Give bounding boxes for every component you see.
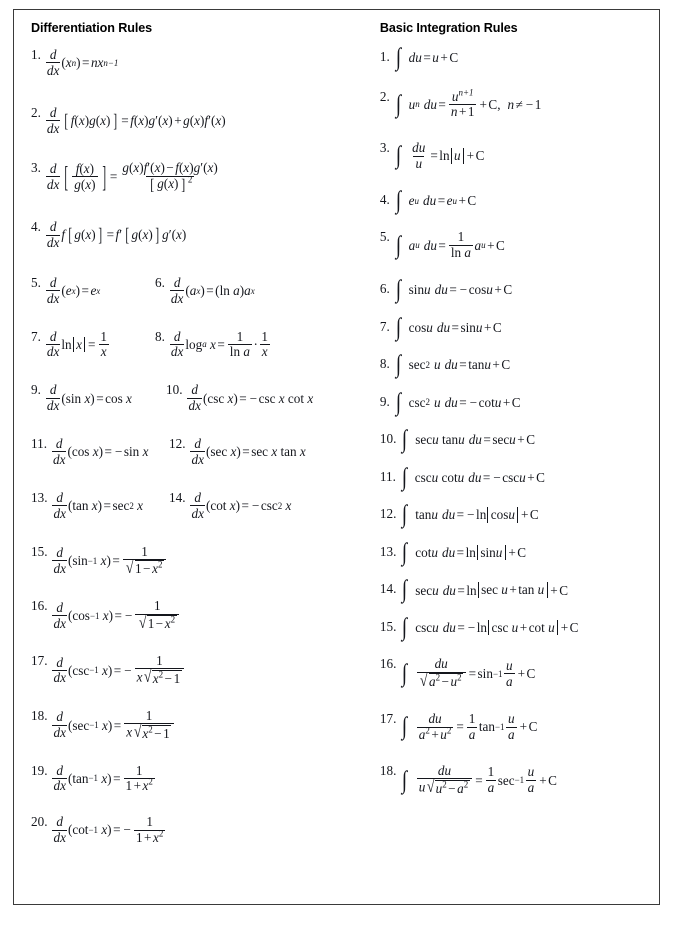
rule-d1 [31, 48, 371, 78]
rule-formula: ∫ $\frac{du}{u}$ = ln u + C [395, 140, 485, 172]
d-dx-operator: d dx [46, 274, 60, 306]
rule-formula: ∫ du u √ $u^2 - a^2$ = $\frac{1}{a}$ sec −1 $\frac{u}{a}$ + C [402, 762, 557, 797]
radical: √ $x^2 - 1$ [143, 667, 181, 687]
rule-i18 [380, 764, 659, 797]
rule-formula: d dx ( a x ) = ( ln a ) a x [170, 274, 255, 306]
integral-icon: ∫ [402, 660, 408, 688]
differentiation-rules-list [31, 48, 371, 845]
d-dx-operator: d dx [53, 489, 66, 521]
d-dx-operator: d dx [53, 762, 66, 794]
d-dx-operator: d dx [53, 814, 66, 846]
integral-icon: ∫ [395, 276, 401, 304]
rule-i8 [379, 351, 659, 379]
integral-icon: ∫ [395, 351, 401, 379]
rule-formula: ∫ u n du = $\frac{u^{n+1}}{n + 1}$ + C , n ≠ − 1 [395, 87, 542, 120]
rule-formula: ∫ $\frac{du}{a^2 + u^2}$ = $\frac{1}{a}$ tan −1 $\frac{u}{a}$ + C [402, 711, 538, 743]
radical: √ $x^2 - 1$ [133, 722, 170, 742]
rule-formula: ∫ cot u du = ln sinu + C [402, 538, 527, 566]
rule-number: 3. [31, 160, 41, 176]
integration-column [371, 21, 659, 904]
d-dx-operator: d dx [46, 328, 60, 360]
rule-number: 9. [31, 382, 41, 398]
rule-formula: ∫ csc 2 u du = − cot u + C [395, 388, 521, 416]
rule-number: 10. [379, 431, 397, 447]
integral-icon: ∫ [395, 44, 401, 71]
rule-formula: d dx ( cos x ) = − sin x [53, 436, 149, 467]
integral-icon: ∫ [402, 613, 408, 641]
integral-icon: ∫ [402, 766, 408, 794]
rule-formula: ∫ sec 2 u du = tan u + C [395, 351, 511, 379]
rule-d12 [169, 437, 306, 467]
rule-formula: ∫ sec u tan u du = sec u + C [402, 426, 535, 454]
d-dx-operator: d dx [53, 436, 66, 467]
rule-number: 13. [31, 489, 48, 505]
rule-formula: ∫ tan u du = − ln cosu + C [402, 501, 539, 529]
integral-icon: ∫ [395, 231, 401, 259]
rule-number: 4. [31, 219, 41, 235]
rule-number: 9. [379, 393, 390, 409]
d-dx-operator: d dx [53, 654, 66, 686]
rule-i10 [379, 426, 659, 454]
rule-number: 12. [169, 436, 186, 452]
rule-formula: ∫ cos u du = sin u + C [395, 313, 502, 341]
rule-number: 5. [379, 229, 390, 245]
rule-number: 14. [379, 581, 397, 597]
rule-i2 [379, 87, 659, 120]
rule-i13 [379, 538, 659, 566]
two-column-layout [14, 10, 659, 904]
rule-i9 [379, 388, 659, 416]
integration-rules-list [379, 44, 659, 797]
rule-formula: d dx log a x = $\frac{1}{\text{ln a}}$ · $\frac{1}{x}$ [170, 328, 268, 360]
rule-i6 [379, 276, 659, 304]
rule-number: 15. [31, 543, 48, 559]
rule-i15 [379, 613, 659, 641]
rule-number: 2. [31, 104, 41, 120]
rule-formula: d dx ( cot x ) = − csc 2 x [191, 489, 292, 521]
rule-formula: d dx ( tan −1 x ) = $\frac{1}{1 + x^2}$ [53, 762, 153, 794]
rule-formula: d dx ( cot −1 x ) = − $\frac{1}{1 + x^2}$ [53, 814, 164, 846]
d-dx-operator: d dx [170, 328, 184, 360]
formula-sheet-page [13, 9, 660, 905]
radical: √ $a^2 - u^2$ [420, 670, 462, 690]
rule-d20 [31, 815, 371, 845]
rule-formula: d dx ( x n ) = n x n−1 [46, 47, 119, 78]
integral-icon: ∫ [402, 538, 408, 566]
rule-pair-d5-d6 [31, 276, 371, 306]
rule-formula: d dx ( cos −1 x ) = − 1 √ $1 - x^2$ [51, 599, 180, 632]
rule-number: 17. [379, 711, 397, 727]
rule-d13 [31, 491, 169, 521]
rule-formula: d dx ( sec x ) = sec x tan x [191, 436, 306, 467]
rule-d18 [31, 709, 371, 742]
d-dx-operator: d dx [46, 47, 60, 78]
rule-formula: ∫ e u du = e u + C [395, 186, 477, 214]
rule-d3 [31, 161, 371, 192]
rule-i7 [379, 313, 659, 341]
rule-number: 18. [31, 707, 48, 723]
rule-number: 7. [31, 328, 41, 344]
integral-icon: ∫ [401, 463, 408, 491]
rule-number: 14. [169, 489, 186, 505]
d-dx-operator: d dx [191, 489, 204, 521]
rule-d10 [166, 383, 313, 413]
rule-number: 16. [379, 656, 397, 672]
d-dx-operator: d dx [46, 382, 60, 414]
rule-d11 [31, 437, 169, 467]
rule-number: 4. [379, 191, 390, 207]
rule-d16 [31, 599, 371, 632]
rule-d15 [31, 545, 371, 578]
rule-formula: ∫ csc u du = − ln csc u + cot u + C [402, 613, 579, 641]
d-dx-operator: d dx [53, 709, 66, 741]
rule-formula: d dx ( e x ) = e x [46, 274, 101, 306]
rule-formula: d dx ( csc −1 x ) = − 1 x √ $x^2 - 1$ [51, 654, 185, 687]
rule-number: 20. [31, 814, 48, 830]
rule-number: 3. [379, 140, 390, 156]
rule-formula: ∫ csc u cot u du = − csc u + C [401, 463, 545, 491]
rule-number: 16. [31, 598, 48, 614]
rule-number: 18. [379, 762, 397, 778]
rule-formula: ∫ sec u du = ln sec u + tan u + C [402, 576, 568, 604]
rule-number: 17. [31, 653, 48, 668]
integral-icon: ∫ [395, 186, 401, 214]
rule-number: 8. [379, 356, 390, 372]
radical: √ $u^2 - a^2$ [426, 777, 469, 797]
rule-pair-d7-d8 [31, 330, 371, 360]
integral-icon: ∫ [395, 388, 401, 416]
rule-pair-d9-d10 [31, 383, 371, 413]
integral-icon: ∫ [395, 90, 401, 118]
rule-number: 19. [31, 762, 48, 778]
integral-icon: ∫ [402, 501, 408, 529]
rule-number: 7. [379, 318, 390, 334]
d-dx-operator: d dx [53, 545, 66, 576]
rule-number: 10. [166, 382, 183, 398]
rule-i5 [380, 230, 659, 260]
d-dx-operator: d dx [188, 382, 201, 414]
rule-formula: d dx f [ g ( x ) ] = f ′ [ g ( x ) ] g ′( x ) [46, 219, 187, 251]
rule-number: 1. [379, 49, 390, 64]
rule-number: 6. [155, 274, 165, 290]
radical: √ $1 - x^2$ [138, 612, 176, 632]
integral-icon: ∫ [395, 142, 401, 170]
rule-d9 [31, 383, 166, 413]
rule-pair-d13-d14 [31, 491, 371, 521]
rule-formula: ∫ sin u du = − cos u + C [395, 276, 513, 304]
d-dx-operator: d dx [170, 274, 184, 306]
differentiation-heading: Differentiation Rules [31, 21, 153, 35]
rule-number: 15. [379, 618, 397, 634]
rule-formula: d dx ( csc x ) = − csc x cot x [188, 382, 314, 414]
d-dx-operator: d dx [191, 436, 204, 467]
rule-pair-d11-d12 [31, 437, 371, 467]
rule-formula: d dx ln x = $\frac{1}{x}$ [46, 328, 107, 360]
rule-formula: d dx ( sec −1 x ) = 1 x √ $x^2 - 1$ [51, 709, 175, 742]
integral-icon: ∫ [402, 576, 408, 604]
rule-formula: d dx [ $\frac{f(x)}{g(x)}$ ] = g(x)f′(x) − f(x)g′(x) [ g(x) ] $^2$ [46, 159, 218, 194]
rule-formula: ∫ du = u + C [395, 44, 459, 71]
rule-number: 8. [155, 328, 165, 344]
rule-formula: d dx ( sin x ) = cos x [46, 382, 132, 414]
rule-formula: d dx [ f ( x ) g ( x ) ] = f ( x ) g ′( x ) + g ( x ) f ′( x ) [46, 104, 226, 136]
integration-heading: Basic Integration Rules [379, 21, 518, 35]
d-dx-operator: d dx [46, 104, 60, 136]
integral-icon: ∫ [402, 713, 408, 741]
rule-d17 [31, 654, 371, 687]
d-dx-operator: d dx [53, 599, 66, 631]
rule-number: 1. [31, 47, 41, 62]
rule-d14 [169, 491, 291, 521]
rule-number: 6. [379, 281, 390, 297]
rule-d5 [31, 276, 155, 306]
rule-formula: d dx ( tan x ) = sec 2 x [53, 489, 143, 521]
integral-icon: ∫ [395, 313, 401, 341]
rule-i14 [379, 576, 659, 604]
rule-i4 [379, 186, 659, 214]
rule-i16 [380, 657, 659, 690]
rule-formula: ∫ du √ $a^2 - u^2$ = sin −1 $\frac{u}{a}$ + C [402, 656, 536, 690]
rule-d7 [31, 330, 155, 360]
rule-i3 [380, 141, 659, 171]
rule-d8 [155, 330, 271, 360]
rule-d6 [155, 276, 255, 306]
d-dx-operator: d dx [46, 160, 60, 192]
rule-i17 [380, 712, 659, 742]
rule-i12 [379, 501, 659, 529]
rule-d4 [31, 220, 371, 250]
rule-formula: d dx ( sin −1 x ) = 1 √ $1 - x^2$ [51, 545, 167, 578]
rule-number: 13. [379, 543, 397, 559]
differentiation-column [14, 21, 371, 904]
rule-i11 [379, 463, 659, 491]
d-dx-operator: d dx [46, 219, 60, 251]
rule-number: 2. [379, 88, 390, 104]
rule-number: 12. [379, 506, 397, 522]
radical: √ $1 - x^2$ [126, 557, 163, 577]
rule-d2 [31, 106, 371, 136]
integral-icon: ∫ [402, 426, 408, 454]
rule-number: 11. [379, 468, 396, 484]
rule-i1 [379, 44, 659, 71]
rule-d19 [31, 764, 371, 794]
rule-number: 5. [31, 274, 41, 290]
rule-formula: ∫ a u du = $\frac{1}{\text{ln a}}$ a u + C [395, 229, 505, 261]
rule-number: 11. [31, 436, 47, 452]
